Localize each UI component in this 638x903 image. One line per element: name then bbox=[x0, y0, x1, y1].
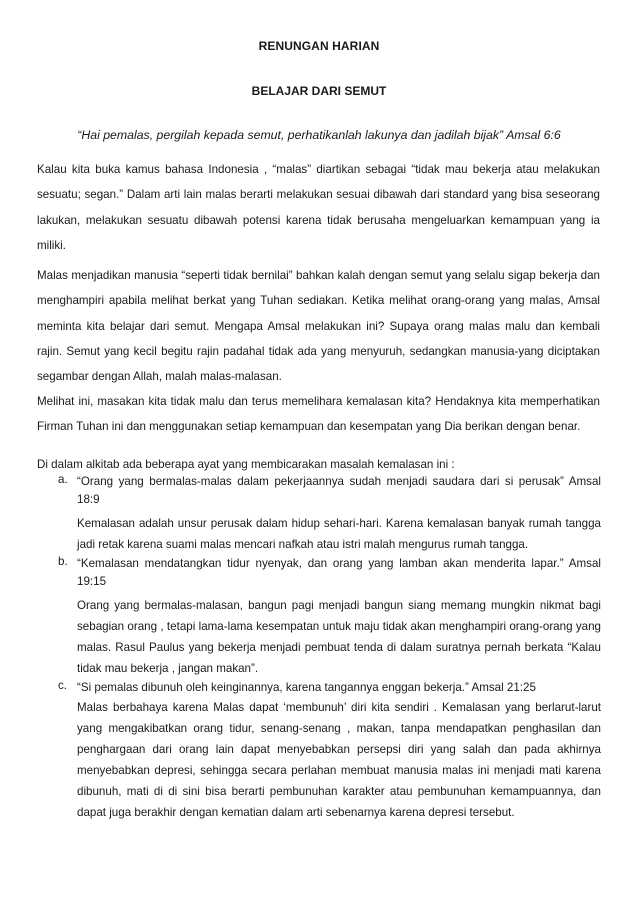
list-item-quote: “Si pemalas dibunuh oleh keinginannya, karena tangannya enggan bekerja.” Amsal 21:25 bbox=[77, 681, 536, 694]
key-verse: “Hai pemalas, pergilah kepada semut, perhatikanlah lakunya dan jadilah bijak” Amsal 6:6 bbox=[77, 128, 561, 142]
list-item-explanation: Kemalasan adalah unsur perusak dalam hidup sehari-hari. Karena kemalasan banyak rumah tangga jadi retak karena suami malas mencari nafkah atau istri malah mengurus rumah tangga. bbox=[77, 517, 601, 551]
list-marker: b. bbox=[58, 555, 68, 568]
paragraph-reflection: Melihat ini, masakan kita tidak malu dan terus memelihara kemalasan kita? Hendaknya kita memperhatikan Firman Tuhan ini dan menggunakan setiap kemampuan dan kesempatan yang Dia berikan dengan benar. bbox=[37, 395, 600, 434]
list-item-quote: “Kemalasan mendatangkan tidur nyenyak, dan orang yang lamban akan menderita lapar.” Amsal 19:15 bbox=[77, 557, 601, 588]
paragraph-ant-lesson: Malas menjadikan manusia “seperti tidak bernilai” bahkan kalah dengan semut yang selalu sigap bekerja dan menghampiri apabila melihat berkat yang Tuhan sediakan. Ketika melihat orang-orang yang malas, Amsal meminta kita belajar dari semut. Mengapa Amsal melakukan ini? Supaya orang malas malu dan kembali rajin. Semut yang kecil begitu rajin padahal tidak ada yang menyuruh, sedangkan manusia-yang diciptakan segambar dengan Allah, malah malas-malasan. bbox=[37, 269, 600, 384]
paragraph-definition: Kalau kita buka kamus bahasa Indonesia , “malas” diartikan sebagai “tidak mau bekerja atau melakukan sesuatu; segan.” Dalam arti lain malas berarti melakukan sesuai dibawah dari standard yang bisa seseorang lakukan, melakukan sesuatu dibawah potensi karena tidak berusaha mengeluarkan kemampuan yang ia miliki. bbox=[37, 163, 600, 252]
list-item-quote: “Orang yang bermalas-malas dalam pekerjaannya sudah menjadi saudara dari si perusak” Amsal 18:9 bbox=[77, 475, 601, 506]
list-marker: c. bbox=[58, 679, 68, 692]
document-title: RENUNGAN HARIAN bbox=[258, 39, 380, 53]
list-item-explanation: Malas berbahaya karena Malas dapat ‘membunuh’ diri kita sendiri . Kemalasan yang berlarut-larut yang mengakibatkan orang tidur, senang-senang , makan, tanpa mendapatkan penghasilan dan penghargaan dari orang lain dapat menyebabkan persepsi diri yang salah dan pada akhirnya menyebabkan depresi, sehingga secara perlahan membuat manusia malas ini menjadi mati karena dibunuh, mati di di sini bisa berarti pembunuhan karakter atau pembunuhan kemampuannya, dan dapat juga berakhir dengan kematian dalam arti sebenarnya karena depresi tersebut. bbox=[77, 701, 601, 819]
list-marker: a. bbox=[58, 473, 68, 486]
document-subtitle: BELAJAR DARI SEMUT bbox=[251, 84, 387, 98]
list-item-explanation: Orang yang bermalas-malasan, bangun pagi menjadi bangun siang memang mungkin nikmat bagi sebagian orang , tetapi lama-lama kesempatan untuk maju tidak akan menghampiri orang-orang yang malas. Rasul Paulus yang bekerja menjadi pembuat tenda di dalam suratnya pernah berkata “Kalau tidak mau bekerja , jangan makan”. bbox=[77, 599, 601, 675]
paragraph-list-intro: Di dalam alkitab ada beberapa ayat yang membicarakan masalah kemalasan ini : bbox=[37, 458, 455, 471]
